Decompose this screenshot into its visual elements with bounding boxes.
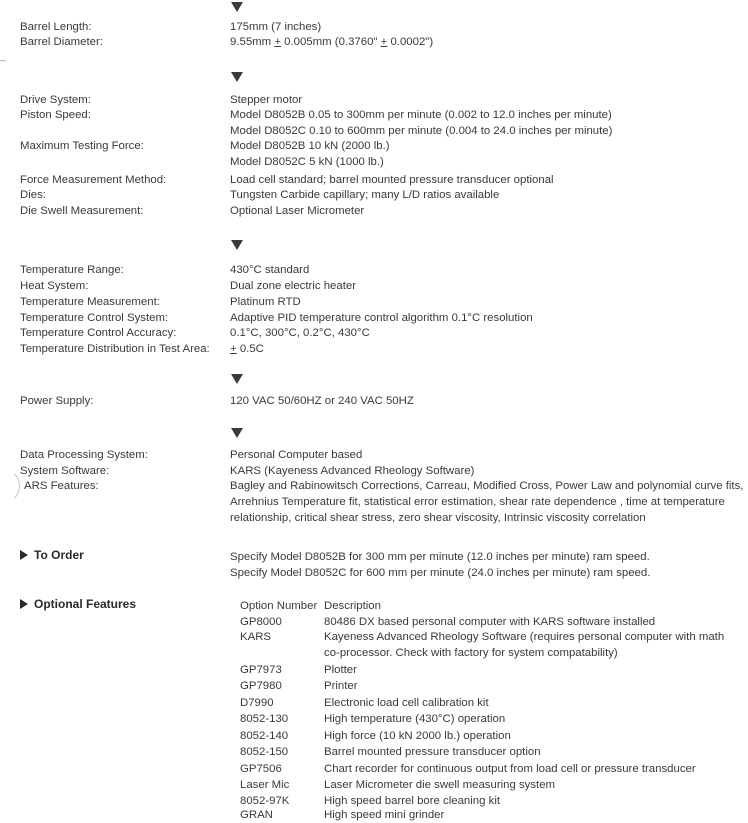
option-number: GP7973: [240, 664, 282, 676]
temp-control-label: Temperature Control System:: [20, 312, 169, 324]
option-description-header: Description: [324, 600, 381, 612]
system-software-label: System Software:: [20, 465, 110, 477]
option-number: 8052-150: [240, 746, 289, 758]
piston-speed-value-2: Model D8052C 0.10 to 600mm per minute (0.004 to 24.0 inches per minute): [230, 125, 613, 137]
option-number: 8052-130: [240, 713, 289, 725]
option-number: GRAN: [240, 809, 273, 821]
force-method-value: Load cell standard; barrel mounted pressure transducer optional: [230, 174, 554, 186]
to-order-heading: To Order: [20, 548, 84, 562]
option-description: co-processor. Check with factory for system compatability): [324, 647, 618, 659]
option-description: Printer: [324, 680, 358, 692]
dies-value: Tungsten Carbide capillary; many L/D ratios available: [230, 189, 500, 201]
piston-speed-label: Piston Speed:: [20, 109, 91, 121]
option-description: High temperature (430°C) operation: [324, 713, 506, 725]
option-description: Chart recorder for continuous output from load cell or pressure transducer: [324, 763, 696, 775]
kars-features-value-1: Bagley and Rabinowitsch Corrections, Carreau, Modified Cross, Power Law and polynomial curve fits,: [230, 480, 744, 492]
data-system-label: Data Processing System:: [20, 449, 148, 461]
heat-system-label: Heat System:: [20, 280, 89, 292]
section-marker-icon: [231, 240, 243, 250]
section-marker-icon: [231, 72, 243, 82]
barrel-diameter-value: 9.55mm + 0.005mm (0.3760" + 0.0002"): [230, 36, 434, 48]
option-description: High speed mini grinder: [324, 809, 445, 821]
option-description: High force (10 kN 2000 lb.) operation: [324, 730, 511, 742]
kars-features-label: ARS Features:: [24, 480, 99, 492]
option-description: Plotter: [324, 664, 357, 676]
option-number: D7990: [240, 697, 274, 709]
kars-features-value-3: relationship, critical shear stress, zero shear viscosity, Intrinsic viscosity correlation: [230, 512, 646, 524]
temp-range-label: Temperature Range:: [20, 264, 124, 276]
data-system-value: Personal Computer based: [230, 449, 363, 461]
piston-speed-value-1: Model D8052B 0.05 to 300mm per minute (0.002 to 12.0 inches per minute): [230, 109, 612, 121]
power-supply-value: 120 VAC 50/60HZ or 240 VAC 50HZ: [230, 395, 414, 407]
option-number-header: Option Number: [240, 600, 318, 612]
option-description: Laser Micrometer die swell measuring system: [324, 779, 556, 791]
temp-control-value: Adaptive PID temperature control algorithm 0.1°C resolution: [230, 312, 533, 324]
temp-range-value: 430°C standard: [230, 264, 310, 276]
option-number: GP7980: [240, 680, 282, 692]
barrel-length-label: Barrel Length:: [20, 21, 92, 33]
option-number: GP8000: [240, 616, 282, 628]
section-marker-icon: [231, 374, 243, 384]
to-order-line-1: Specify Model D8052B for 300 mm per minute (12.0 inches per minute) ram speed.: [230, 551, 650, 563]
to-order-line-2: Specify Model D8052C for 600 mm per minute (24.0 inches per minute) ram speed.: [230, 567, 651, 579]
dies-label: Dies:: [20, 189, 46, 201]
force-method-label: Force Measurement Method:: [20, 174, 167, 186]
barrel-diameter-label: Barrel Diameter:: [20, 36, 103, 48]
section-marker-icon: [231, 428, 243, 438]
drive-system-label: Drive System:: [20, 94, 91, 106]
optional-features-heading: Optional Features: [20, 597, 136, 611]
max-force-value-2: Model D8052C 5 kN (1000 lb.): [230, 156, 384, 168]
option-description: 80486 DX based personal computer with KARS software installed: [324, 616, 656, 628]
power-supply-label: Power Supply:: [20, 395, 94, 407]
temp-distribution-label: Temperature Distribution in Test Area:: [20, 343, 210, 355]
section-arrow-icon: [20, 550, 28, 560]
option-number: KARS: [240, 631, 272, 643]
option-number: 8052-140: [240, 730, 289, 742]
hole-punch-mark-icon: [0, 54, 24, 98]
hole-punch-mark-icon: [0, 468, 20, 504]
temp-measurement-label: Temperature Measurement:: [20, 296, 160, 308]
die-swell-value: Optional Laser Micrometer: [230, 205, 365, 217]
option-description: Barrel mounted pressure transducer option: [324, 746, 541, 758]
option-description: Electronic load cell calibration kit: [324, 697, 489, 709]
option-number: GP7506: [240, 763, 282, 775]
option-description: High speed barrel bore cleaning kit: [324, 795, 501, 807]
max-force-label: Maximum Testing Force:: [20, 140, 144, 152]
temp-accuracy-label: Temperature Control Accuracy:: [20, 327, 177, 339]
heat-system-value: Dual zone electric heater: [230, 280, 356, 292]
option-number: Laser Mic: [240, 779, 290, 791]
temp-distribution-value: + 0.5C: [230, 343, 264, 355]
option-number: 8052-97K: [240, 795, 290, 807]
temp-measurement-value: Platinum RTD: [230, 296, 301, 308]
kars-features-value-2: Arrehnius Temperature fit, statistical error estimation, shear rate dependence , time at temperature: [230, 496, 725, 508]
max-force-value-1: Model D8052B 10 kN (2000 lb.): [230, 140, 390, 152]
barrel-length-value: 175mm (7 inches): [230, 21, 322, 33]
system-software-value: KARS (Kayeness Advanced Rheology Software): [230, 465, 475, 477]
section-arrow-icon: [20, 599, 28, 609]
option-description: Kayeness Advanced Rheology Software (requires personal computer with math: [324, 631, 725, 643]
section-marker-icon: [231, 2, 243, 12]
temp-accuracy-value: 0.1°C, 300°C, 0.2°C, 430°C: [230, 327, 370, 339]
die-swell-label: Die Swell Measurement:: [20, 205, 144, 217]
drive-system-value: Stepper motor: [230, 94, 303, 106]
